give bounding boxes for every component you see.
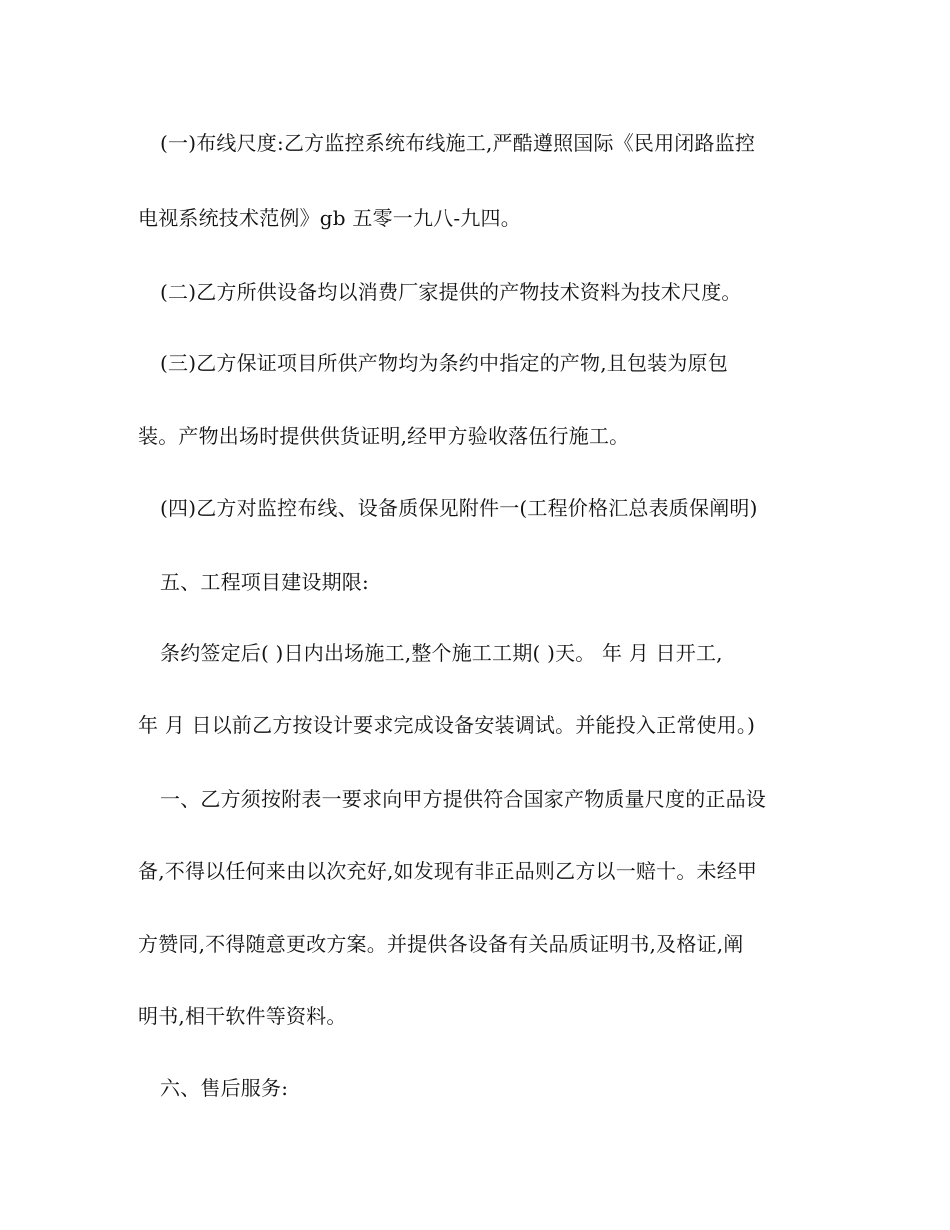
paragraph-line: (三)乙方保证项目所供产物均为条约中指定的产物,且包装为原包 [160, 351, 728, 375]
section-heading: 五、工程项目建设期限: [160, 570, 369, 594]
paragraph-line: 明书,相干软件等资料。 [138, 1004, 347, 1028]
paragraph-line: 方赞同,不得随意更改方案。并提供各设备有关品质证明书,及格证,阐 [138, 932, 744, 956]
paragraph-line: 年 月 日以前乙方按设计要求完成设备安装调试。并能投入正常使用。) [138, 713, 756, 737]
section-heading: 六、售后服务: [160, 1076, 289, 1100]
paragraph-line: 条约签定后( )日内出场施工,整个施工工期( )天。 年 月 日开工, [160, 641, 723, 665]
paragraph-line: 装。产物出场时提供供货证明,经甲方验收落伍行施工。 [138, 424, 630, 448]
paragraph-line: (二)乙方所供设备均以消费厂家提供的产物技术资料为技术尺度。 [160, 280, 742, 304]
paragraph-line: 电视系统技术范例》gb 五零一九八-九四。 [138, 206, 521, 230]
paragraph-line: (一)布线尺度:乙方监控系统布线施工,严酷遵照国际《民用闭路监控 [160, 131, 756, 155]
paragraph-line: (四)乙方对监控布线、设备质保见附件一(工程价格汇总表质保阐明) [160, 496, 758, 520]
paragraph-line: 一、乙方须按附表一要求向甲方提供符合国家产物质量尺度的正品设 [160, 787, 766, 811]
paragraph-line: 备,不得以任何来由以次充好,如发现有非正品则乙方以一赔十。未经甲 [138, 859, 758, 883]
